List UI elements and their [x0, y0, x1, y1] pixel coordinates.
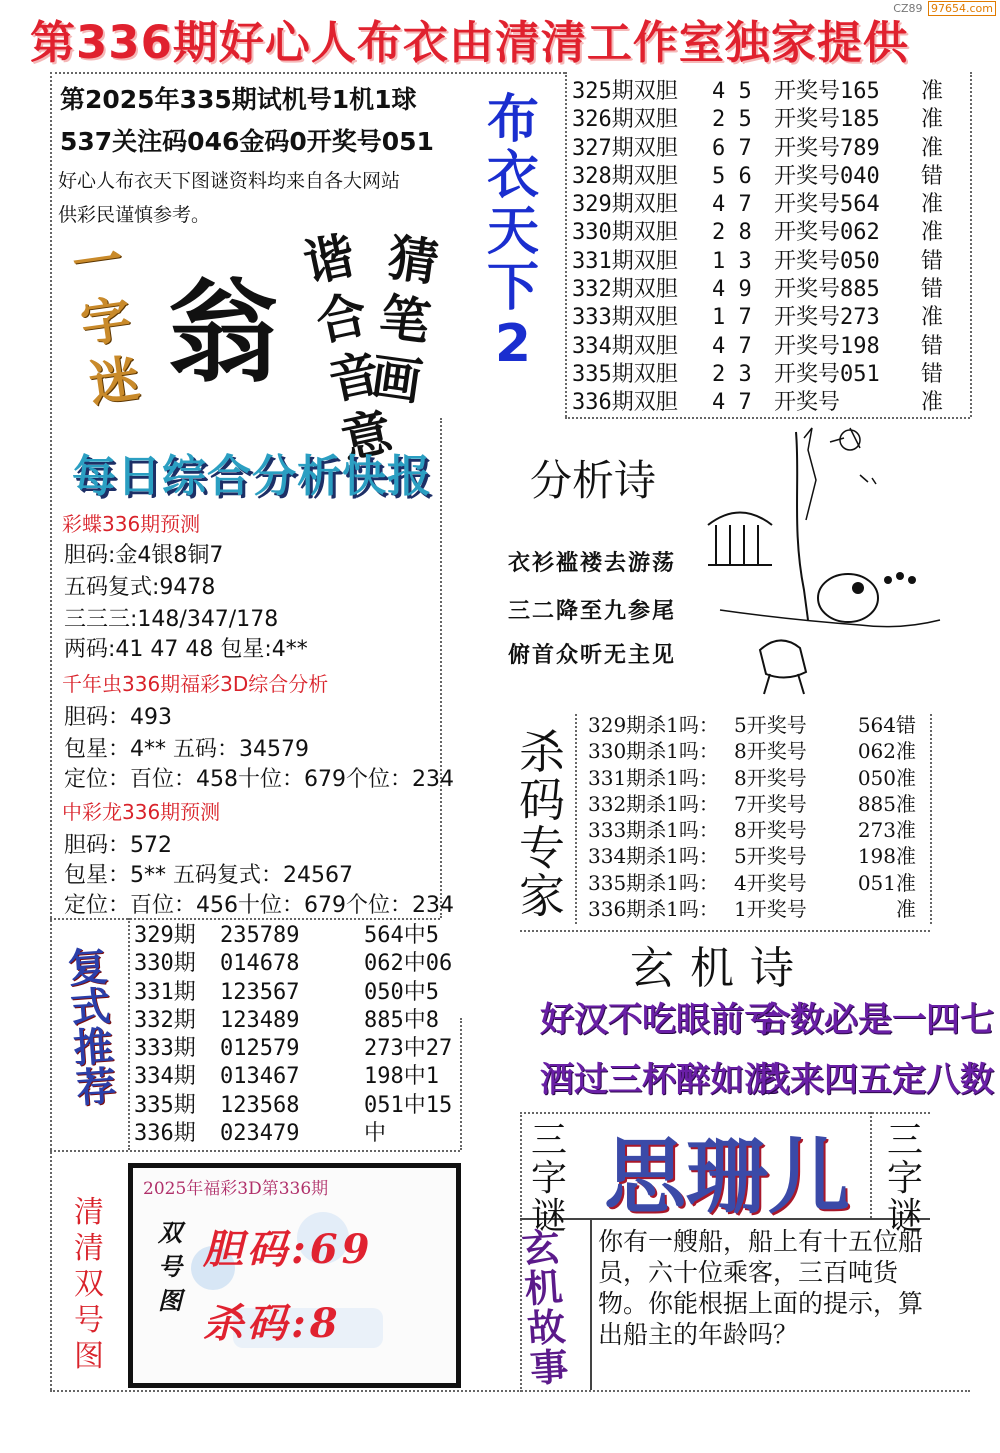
brand-title-char: 下 — [486, 258, 539, 318]
history-row-result: 准 — [920, 390, 943, 416]
sanzi-right-divider — [870, 1112, 872, 1218]
watermark-code: CZ89 — [893, 2, 923, 15]
frame-left-border — [50, 72, 52, 1390]
double-number-panel — [128, 1163, 461, 1388]
story-label-char: 事 — [528, 1344, 570, 1392]
disclaimer-line-2: 供彩民谨慎参考。 — [58, 204, 211, 226]
kill-row-draw: 1开奖号 — [734, 897, 807, 922]
poem-line-3: 俯首众听无主见 — [508, 643, 677, 668]
double-label-char: 清 — [74, 1195, 104, 1230]
compound-row-hit: 273中27 — [364, 1036, 453, 1062]
poem-line-2: 三二降至九参尾 — [508, 599, 677, 624]
kill-row-draw: 5开奖号 — [734, 713, 807, 737]
history-row-draw: 开奖号040 — [774, 163, 880, 189]
history-row-draw: 开奖号051 — [774, 361, 880, 387]
kill-row — [588, 817, 928, 843]
kill-row-period: 330期杀1吗： — [588, 739, 719, 764]
story-divider — [590, 1218, 592, 1390]
riddle-hint-a-char: 谐 — [298, 226, 360, 294]
daily-analysis-banner: 每日综合分析快报 — [72, 451, 432, 502]
story-label-char: 玄 — [520, 1224, 562, 1272]
double-side-char: 号 — [158, 1252, 182, 1281]
riddle-hint-b-char: 画 — [367, 347, 426, 412]
kill-row-result: 885准 — [857, 791, 916, 816]
compound-row-combo: 023479 — [220, 1121, 300, 1147]
history-row-draw: 开奖号885 — [774, 277, 880, 303]
kill-row-result: 198准 — [857, 844, 916, 869]
riddle-hint-b-char: 猜 — [384, 228, 443, 293]
compound-label-char: 复 — [66, 943, 110, 993]
mystery-poem-line-2b: 找来四五定八数 — [756, 1060, 994, 1100]
analysis-right-border — [440, 418, 442, 918]
history-row-period: 330期双胆 — [572, 220, 678, 246]
compound-row — [134, 922, 454, 950]
sketch-dot-3 — [908, 576, 916, 584]
story-label-char: 故 — [525, 1304, 567, 1352]
compound-row-period: 333期 — [134, 1036, 196, 1062]
history-row-result: 准 — [920, 107, 943, 133]
history-row-draw: 开奖号198 — [774, 333, 880, 359]
sanzi-right-char: 谜 — [886, 1196, 923, 1237]
history-row-result: 错 — [920, 163, 943, 189]
kill-row-period: 335期杀1吗： — [588, 870, 719, 895]
double-label-char: 号 — [74, 1303, 104, 1338]
double-label-char: 双 — [74, 1267, 104, 1302]
kill-row — [588, 712, 928, 738]
compound-row-period: 332期 — [134, 1007, 196, 1033]
sketch-moon — [840, 430, 860, 450]
history-row-period: 335期双胆 — [572, 361, 678, 387]
mystery-poem-line-2a: 酒过三杯醉如泥 — [540, 1060, 778, 1100]
double-dan-code: 胆码:69 — [203, 1226, 374, 1273]
kill-row-result: 准 — [896, 897, 916, 922]
kill-row — [588, 870, 928, 896]
history-row-result: 错 — [920, 361, 943, 387]
compound-row-hit: 564中5 — [364, 923, 439, 948]
kill-code-expert-label — [512, 725, 572, 923]
brand-title-char: 布 — [486, 90, 539, 150]
history-left-border — [565, 72, 567, 417]
kill-row-result: 062准 — [857, 739, 916, 764]
kill-code-table — [588, 712, 928, 922]
three-char-riddle-label-left — [522, 1122, 576, 1236]
riddle-hint-strokes — [363, 227, 447, 414]
compound-row — [134, 979, 454, 1007]
history-row — [572, 248, 972, 276]
kill-label-char: 专 — [519, 821, 565, 875]
sketch-tower-edge — [804, 428, 816, 520]
kill-row-result: 273准 — [857, 818, 916, 843]
history-row-period: 331期双胆 — [572, 248, 678, 274]
kill-right-border — [930, 714, 932, 924]
three-char-riddle-word: 思珊儿 — [604, 1130, 851, 1225]
compound-row-combo: 123489 — [220, 1007, 300, 1033]
history-row-digits: 4 7 — [712, 333, 752, 359]
sanzi-left-char: 字 — [530, 1158, 567, 1199]
history-row-period: 327期双胆 — [572, 135, 678, 161]
compound-row-combo: 012579 — [220, 1036, 300, 1062]
double-side-char: 图 — [158, 1286, 182, 1315]
caidie-three: 三三三:148/347/178 — [64, 607, 279, 632]
compound-row-period: 335期 — [134, 1092, 196, 1118]
history-row-period: 336期双胆 — [572, 390, 678, 416]
history-row — [572, 361, 972, 389]
history-row-result: 错 — [920, 333, 943, 359]
caidie-dan: 胆码:金4银8铜7 — [64, 543, 224, 568]
header-banner — [0, 0, 1000, 72]
trial-info-line-2: 537关注码046金码0开奖号051 — [60, 127, 434, 156]
caidie-five: 五码复式:9478 — [64, 575, 216, 600]
sanzi-right-char: 字 — [886, 1158, 923, 1199]
kill-row-period: 332期杀1吗： — [588, 791, 719, 816]
compound-row-hit: 062中06 — [364, 951, 453, 977]
compound-right-border — [460, 1018, 462, 1150]
compound-row-hit: 051中15 — [364, 1092, 453, 1118]
history-row — [572, 304, 972, 332]
history-row-draw: 开奖号564 — [774, 192, 880, 218]
kill-row-period: 334期杀1吗： — [588, 844, 719, 869]
history-row-digits: 4 9 — [712, 277, 752, 303]
history-row — [572, 163, 972, 191]
history-row-draw: 开奖号 — [774, 390, 841, 416]
sketch-pavilion-columns — [708, 525, 772, 565]
story-label-char: 机 — [523, 1264, 565, 1312]
history-row-digits: 2 5 — [712, 107, 752, 133]
sketch-animal — [760, 640, 806, 677]
sketch-dot-2 — [896, 572, 904, 580]
compound-row — [134, 1092, 454, 1120]
compound-row-combo: 014678 — [220, 951, 300, 977]
history-row-result: 准 — [920, 220, 943, 246]
caidie-section-title: 彩蝶336期预测 — [62, 512, 201, 536]
compound-row-combo: 123567 — [220, 979, 300, 1005]
history-row-result: 准 — [920, 305, 943, 331]
poem-line-1: 衣衫褴褛去游荡 — [508, 551, 677, 576]
compound-row — [134, 1120, 454, 1148]
double-dan-history-table — [572, 78, 972, 418]
kill-row-period: 336期杀1吗： — [588, 897, 719, 922]
kill-row — [588, 765, 928, 791]
zhongcai-bao: 包星：5** 五码复式：24567 — [64, 863, 353, 888]
mystery-poem-line-1a: 好汉不吃眼前亏 — [540, 1000, 778, 1040]
history-row-draw: 开奖号165 — [774, 79, 880, 104]
history-row-digits: 1 3 — [712, 248, 752, 274]
history-row-draw: 开奖号050 — [774, 248, 880, 274]
sanzi-left-char: 三 — [530, 1120, 567, 1161]
trial-info-line-1: 第2025年335期试机号1机1球 — [60, 85, 417, 114]
watermark-site-link[interactable]: 97654.com — [928, 1, 996, 16]
kill-row-draw: 8开奖号 — [734, 739, 807, 764]
compound-row-hit: 198中1 — [364, 1064, 439, 1090]
kill-label-char: 码 — [519, 773, 565, 827]
site-watermark — [893, 2, 996, 15]
double-side-char: 双 — [158, 1218, 182, 1247]
kill-label-char: 杀 — [519, 725, 565, 779]
kill-row-draw: 8开奖号 — [734, 818, 807, 843]
history-row-period: 329期双胆 — [572, 192, 678, 218]
history-row — [572, 135, 972, 163]
compound-row-combo: 013467 — [220, 1064, 300, 1090]
page-title: 第336期好心人布衣由清清工作室独家提供 — [30, 16, 909, 69]
history-row-period: 332期双胆 — [572, 277, 678, 303]
brand-title-char: 2 — [494, 314, 532, 374]
history-row — [572, 333, 972, 361]
compound-label-char: 式 — [69, 983, 113, 1033]
history-row-digits: 2 3 — [712, 361, 752, 387]
history-row-result: 错 — [920, 248, 943, 274]
double-label-char: 清 — [74, 1231, 104, 1266]
kill-row-period: 329期杀1吗： — [588, 713, 719, 737]
compound-row-period: 334期 — [134, 1064, 196, 1090]
riddle-word: 翁 — [168, 269, 278, 397]
history-row-digits: 2 8 — [712, 220, 752, 246]
compound-recommend-table — [134, 922, 454, 1148]
history-row — [572, 78, 972, 106]
sketch-dot-1 — [884, 576, 892, 584]
zhongcai-dan: 胆码：572 — [64, 833, 172, 858]
riddle-hint-b-char: 笔 — [376, 287, 434, 353]
kill-row-period: 331期杀1吗： — [588, 765, 719, 790]
history-row-draw: 开奖号789 — [774, 135, 880, 161]
history-row-period: 334期双胆 — [572, 333, 678, 359]
mystery-poem-title: 玄机诗 — [630, 943, 810, 994]
mystery-story-label — [512, 1224, 577, 1392]
history-row-result: 准 — [920, 135, 943, 161]
analysis-poem-title: 分析诗 — [530, 456, 657, 505]
history-row — [572, 276, 972, 304]
riddle-label-char: 迷 — [85, 349, 144, 414]
qiannian-bao: 包星：4** 五码：34579 — [64, 737, 309, 762]
sanzi-right-char: 三 — [886, 1120, 923, 1161]
history-row-draw: 开奖号273 — [774, 305, 880, 331]
history-row-result: 准 — [920, 192, 943, 218]
kill-row-draw: 5开奖号 — [734, 844, 807, 869]
compound-row — [134, 1035, 454, 1063]
compound-label-char: 荐 — [74, 1063, 118, 1113]
history-row-draw: 开奖号062 — [774, 220, 880, 246]
kill-row-period: 333期杀1吗： — [588, 818, 719, 843]
double-panel-side-label — [155, 1216, 185, 1318]
history-row-digits: 1 7 — [712, 305, 752, 331]
sketch-illustration — [700, 420, 970, 710]
compound-row-hit: 050中5 — [364, 979, 439, 1005]
mystery-poem-line-1b: 合数必是一四七 — [756, 1000, 994, 1040]
kill-row-result: 051准 — [857, 870, 916, 895]
compound-row-hit: 885中8 — [364, 1007, 439, 1033]
sketch-figure-body — [818, 574, 878, 622]
kill-row — [588, 896, 928, 922]
history-row-digits: 4 7 — [712, 390, 752, 416]
history-row — [572, 191, 972, 219]
compound-row — [134, 1007, 454, 1035]
mystery-story-text: 你有一艘船，船上有十五位船员，六十位乘客，三百吨货物。你能根据上面的提示，算出船主的年龄吗？ — [598, 1227, 924, 1349]
caidie-two: 两码:41 47 48 包星:4** — [64, 637, 308, 662]
history-row-result: 准 — [920, 79, 943, 104]
compound-row-period: 330期 — [134, 951, 196, 977]
compound-row — [134, 950, 454, 978]
frame-top-border — [50, 72, 565, 74]
kill-row — [588, 791, 928, 817]
kill-row-draw: 7开奖号 — [734, 791, 807, 816]
compound-row-combo: 123568 — [220, 1092, 300, 1118]
kill-row-result: 564错 — [857, 713, 916, 737]
riddle-hint-a-char: 音 — [323, 343, 385, 411]
riddle-label-char: 一 — [68, 230, 127, 295]
kill-row-draw: 8开奖号 — [734, 765, 807, 790]
brand-vertical-title — [478, 92, 548, 372]
qiannian-pos: 定位：百位：458十位：679个位：234 — [64, 767, 454, 792]
kill-row-result: 050准 — [857, 765, 916, 790]
compound-bottom-border — [50, 1150, 460, 1152]
sketch-birds — [860, 475, 876, 484]
double-number-chart-label — [72, 1195, 106, 1375]
qiannian-section-title: 千年虫336期福彩3D综合分析 — [62, 672, 329, 696]
double-label-char: 图 — [74, 1339, 104, 1374]
compound-row-period: 336期 — [134, 1121, 196, 1147]
qiannian-dan: 胆码：493 — [64, 705, 172, 730]
compound-left-border — [128, 918, 130, 1150]
compound-recommend-label — [56, 943, 127, 1113]
history-row — [572, 389, 972, 417]
double-panel-title: 2025年福彩3D第336期 — [143, 1179, 329, 1199]
kill-row — [588, 738, 928, 764]
three-char-riddle-label-right — [878, 1122, 932, 1236]
zhongcai-section-title: 中彩龙336期预测 — [62, 800, 221, 824]
kill-left-border — [575, 714, 577, 924]
history-row-digits: 6 7 — [712, 135, 752, 161]
sketch-pavilion-roof — [708, 513, 772, 526]
history-row-period: 325期双胆 — [572, 79, 678, 104]
disclaimer-line-1: 好心人布衣天下图谜资料均来自各大网站 — [58, 170, 401, 192]
compound-row-combo: 235789 — [220, 923, 300, 948]
double-kill-code: 杀码:8 — [203, 1300, 342, 1347]
history-row-result: 错 — [920, 277, 943, 303]
history-row — [572, 106, 972, 134]
compound-row-period: 331期 — [134, 979, 196, 1005]
compound-row — [134, 1063, 454, 1091]
riddle-hint-a-char: 合 — [311, 285, 373, 353]
history-row-period: 333期双胆 — [572, 305, 678, 331]
zhongcai-pos: 定位：百位：456十位：679个位：234 — [64, 893, 454, 918]
history-row-period: 326期双胆 — [572, 107, 678, 133]
brand-title-char: 天 — [486, 202, 539, 262]
brand-title-char: 衣 — [486, 146, 539, 206]
riddle-label-char: 字 — [77, 289, 135, 355]
sketch-tower-line — [796, 432, 808, 620]
one-char-riddle-label — [54, 227, 158, 416]
compound-label-char: 推 — [71, 1023, 115, 1073]
history-row-period: 328期双胆 — [572, 163, 678, 189]
history-row — [572, 219, 972, 247]
frame-bottom-border — [50, 1390, 970, 1392]
compound-row-period: 329期 — [134, 923, 196, 948]
kill-row — [588, 843, 928, 869]
sanzi-left-char: 谜 — [530, 1196, 567, 1237]
riddle-hint-a-char: 意 — [336, 402, 398, 470]
history-row-digits: 4 7 — [712, 192, 752, 218]
compound-row-hit: 中 — [364, 1121, 387, 1147]
sketch-figure-eye — [852, 582, 864, 594]
kill-label-char: 家 — [519, 869, 565, 923]
kill-row-draw: 4开奖号 — [734, 870, 807, 895]
history-row-digits: 4 5 — [712, 79, 752, 104]
history-row-draw: 开奖号185 — [774, 107, 880, 133]
history-row-digits: 5 6 — [712, 163, 752, 189]
